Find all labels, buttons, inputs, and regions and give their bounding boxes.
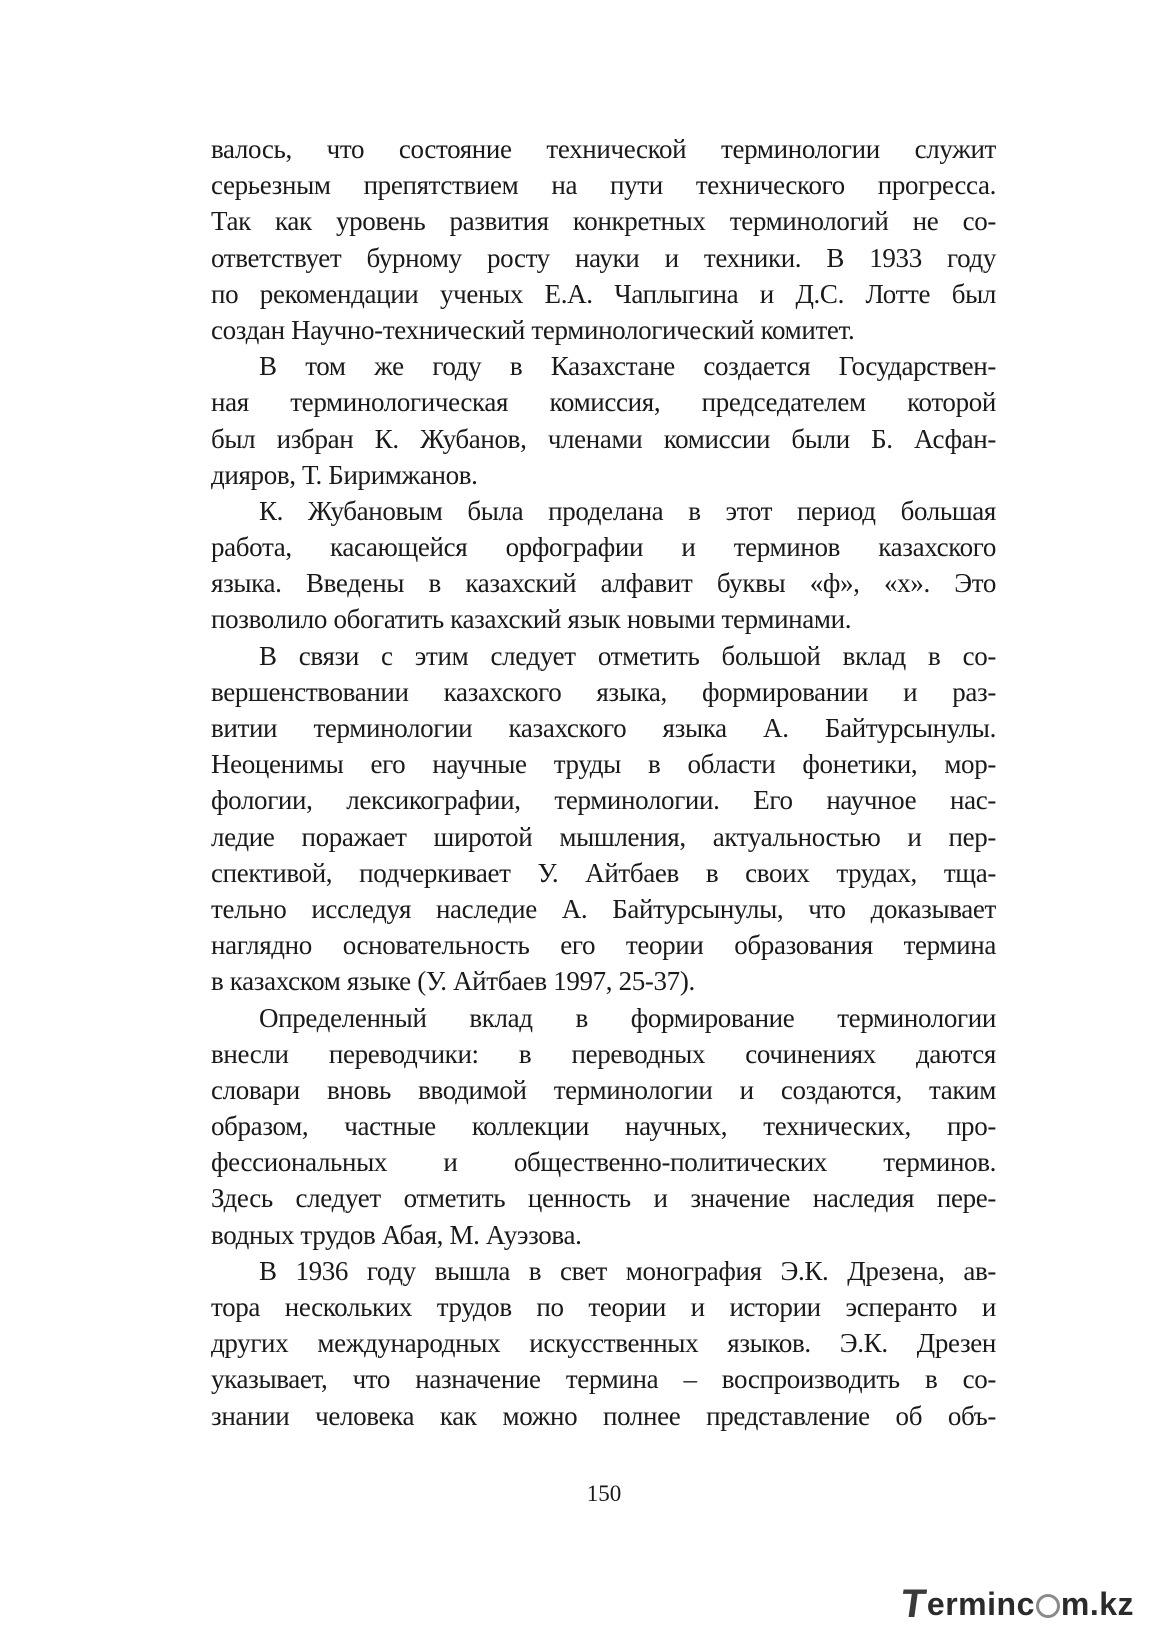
text-line: наглядно основательность его теории образования термина bbox=[211, 930, 996, 961]
text-line: указывает, что назначение термина – воспроизводить в со- bbox=[211, 1364, 996, 1395]
paragraph-first-line: К. Жубановым была проделана в этот период большая bbox=[259, 495, 996, 526]
text-line: серьезным препятствием на пути технического прогресса. bbox=[211, 170, 996, 201]
paragraph-first-line: В том же году в Казахстане создается Государствен- bbox=[259, 351, 996, 382]
text-line: Неоценимы его научные труды в области фонетики, мор- bbox=[211, 749, 996, 780]
text-line: дияров, Т. Биримжанов. bbox=[211, 459, 478, 490]
text-line: в казахском языке (У. Айтбаев 1997, 25-37). bbox=[211, 966, 695, 997]
watermark-text-part: ermin bbox=[926, 1585, 1017, 1622]
text-line: ледие поражает широтой мышления, актуальностью и пер- bbox=[211, 821, 996, 852]
paragraph-first-line: В 1936 году вышла в свет монография Э.К. Дрезена, ав- bbox=[259, 1255, 996, 1286]
watermark-logo bbox=[897, 1581, 1134, 1627]
watermark-text-c: c bbox=[1016, 1585, 1035, 1622]
text-line: витии терминологии казахского языка А. Байтурсынулы. bbox=[211, 713, 996, 743]
text-line: Так как уровень развития конкретных терминологий не со- bbox=[211, 206, 996, 237]
watermark-t-letter: T bbox=[897, 1581, 930, 1626]
text-line: внесли переводчики: в переводных сочинениях даются bbox=[211, 1038, 996, 1069]
text-line: валось, что состояние технической терминологии служит bbox=[211, 134, 996, 164]
text-line: спективой, подчеркивает У. Айтбаев в своих трудах, тща- bbox=[211, 857, 996, 888]
text-line: тора нескольких трудов по теории и истории эсперанто и bbox=[211, 1292, 996, 1322]
text-line: знании человека как можно полнее представление об объ- bbox=[211, 1400, 996, 1431]
circle-o-icon bbox=[1036, 1594, 1060, 1618]
text-line: был избран К. Жубанов, членами комиссии были Б. Асфан- bbox=[211, 423, 996, 454]
text-line: фологии, лексикографии, терминологии. Его научное нас- bbox=[211, 785, 996, 816]
text-line: тельно исследуя наследие А. Байтурсынулы, что доказывает bbox=[211, 893, 996, 924]
paragraph-first-line: В связи с этим следует отметить большой вклад в со- bbox=[259, 640, 996, 671]
watermark-text-part: m.kz bbox=[1060, 1585, 1134, 1622]
text-line: Здесь следует отметить ценность и значение наследия пере- bbox=[211, 1183, 996, 1214]
text-line: языка. Введены в казахский алфавит буквы «ф», «х». Это bbox=[211, 568, 996, 599]
paragraph-first-line: Определенный вклад в формирование терминологии bbox=[259, 1002, 996, 1033]
text-line: позволило обогатить казахский язык новыми терминами. bbox=[211, 604, 852, 635]
text-line: словари вновь вводимой терминологии и создаются, таким bbox=[211, 1074, 996, 1105]
text-line: по рекомендации ученых Е.А. Чаплыгина и Д.С. Лотте был bbox=[211, 278, 996, 309]
text-line: создан Научно-технический терминологический комитет. bbox=[211, 314, 855, 345]
text-line: фессиональных и общественно-политических терминов. bbox=[211, 1147, 996, 1178]
text-line: ная терминологическая комиссия, председателем которой bbox=[211, 387, 996, 418]
page-number: 150 bbox=[586, 1481, 622, 1506]
text-line: других международных искусственных языков. Э.К. Дрезен bbox=[211, 1328, 996, 1359]
text-line: водных трудов Абая, М. Ауэзова. bbox=[211, 1219, 582, 1250]
text-line: ответствует бурному росту науки и техники. В 1933 году bbox=[211, 242, 996, 273]
body-text bbox=[211, 131, 996, 1434]
text-line: вершенствовании казахского языка, формировании и раз- bbox=[211, 676, 996, 707]
text-line: образом, частные коллекции научных, технических, про- bbox=[211, 1111, 996, 1142]
text-line: работа, касающейся орфографии и терминов казахского bbox=[211, 532, 996, 563]
